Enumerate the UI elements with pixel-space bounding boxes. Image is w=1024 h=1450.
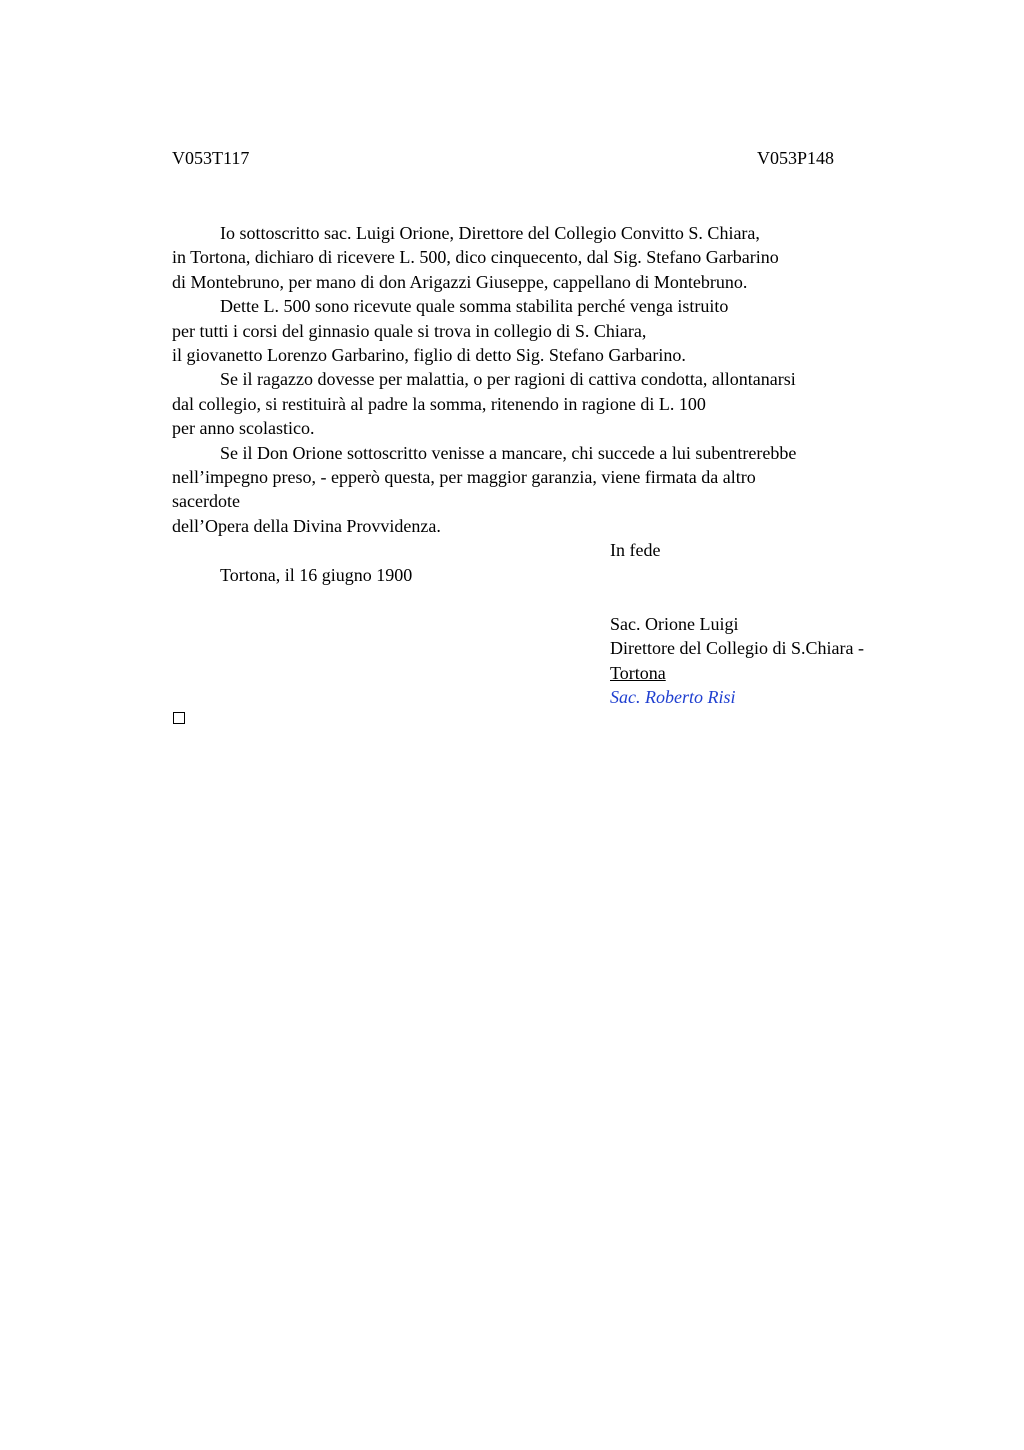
signature-block <box>610 612 864 710</box>
body-line: per tutti i corsi del ginnasio quale si trova in collegio di S. Chiara, <box>172 320 647 341</box>
letter-body <box>172 221 902 538</box>
body-line: di Montebruno, per mano di don Arigazzi Giuseppe, cappellano di Montebruno. <box>172 271 748 292</box>
signature-title: Direttore del Collegio di S.Chiara - <box>610 638 864 659</box>
body-line: Se il ragazzo dovesse per malattia, o per ragioni di cattiva condotta, allontanarsi <box>220 369 796 390</box>
signature-name: Sac. Orione Luigi <box>610 614 739 634</box>
signature-place: Tortona <box>610 662 666 683</box>
document-code-left: V053T117 <box>172 148 250 168</box>
body-line: nell’impegno preso, - epperò questa, per maggior garanzia, viene firmata da altro <box>172 467 756 488</box>
body-line: il giovanetto Lorenzo Garbarino, figlio di detto Sig. Stefano Garbarino. <box>172 345 686 366</box>
cosigner-signature: Sac. Roberto Risi <box>610 687 736 708</box>
document-code-right: V053P148 <box>757 148 835 168</box>
body-line: dell’Opera della Divina Provvidenza. <box>172 515 441 536</box>
letter-date: Tortona, il 16 giugno 1900 <box>220 565 413 585</box>
body-line: Se il Don Orione sottoscritto venisse a mancare, chi succede a lui subentrerebbe <box>220 442 797 463</box>
body-line: Io sottoscritto sac. Luigi Orione, Direttore del Collegio Convitto S. Chiara, <box>220 223 760 243</box>
body-line: sacerdote <box>172 491 240 512</box>
closing-in-fede: In fede <box>610 540 661 560</box>
body-line: in Tortona, dichiaro di ricevere L. 500, dico cinquecento, dal Sig. Stefano Garbarino <box>172 247 779 268</box>
body-line: dal collegio, si restituirà al padre la somma, ritenendo in ragione di L. 100 <box>172 393 706 414</box>
body-line: per anno scolastico. <box>172 418 315 439</box>
empty-checkbox-icon <box>173 712 185 724</box>
body-line: Dette L. 500 sono ricevute quale somma stabilita perché venga istruito <box>220 296 729 317</box>
